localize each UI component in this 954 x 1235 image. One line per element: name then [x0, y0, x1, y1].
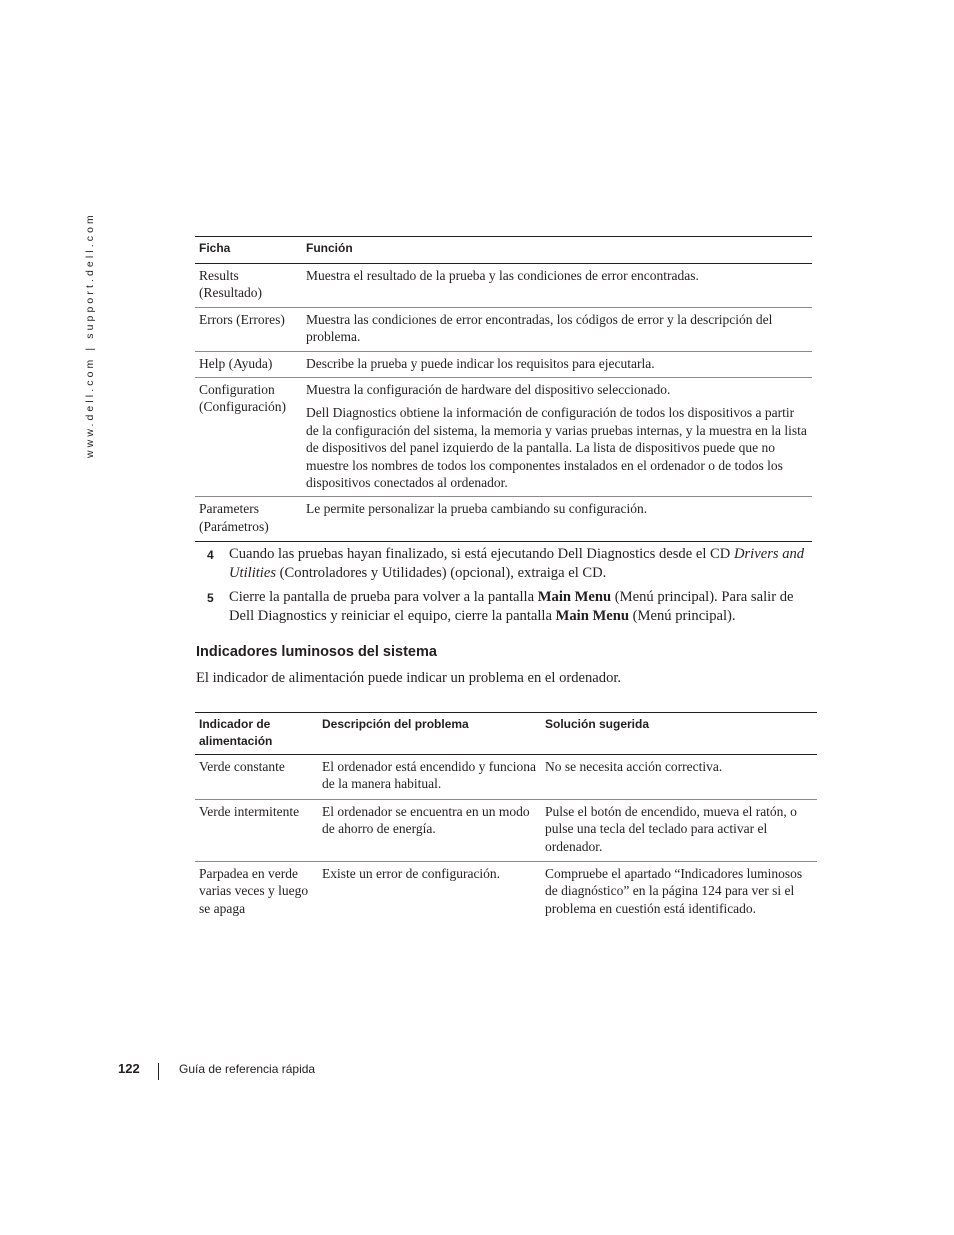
description-cell: El ordenador se encuentra en un modo de ahorro de energía.: [318, 799, 541, 861]
solution-cell: Compruebe el apartado “Indicadores luminosos de diagnóstico” en la página 124 para ver si el problema en cuestión está identificado.: [545, 866, 803, 916]
table-header-row: [195, 713, 817, 755]
function-cell: [302, 351, 812, 377]
indicator-cell: Verde intermitente: [195, 799, 318, 861]
table-row: [195, 378, 812, 497]
indicator-cell: Parpadea en verde varias veces y luego se apaga: [199, 866, 309, 916]
column-header-solution: Solución sugerida: [541, 713, 817, 755]
step-text-part: (Menú principal).: [628, 608, 736, 624]
step-number: 4: [207, 548, 214, 562]
table-header-row: [195, 237, 812, 264]
column-header-indicator: Indicador de alimentación: [195, 713, 318, 755]
step-text-part: Cuando las pruebas hayan finalizado, si está ejecutando Dell Diagnostics desde el CD: [229, 546, 734, 562]
tab-name-cell: Results (Resultado): [195, 264, 302, 308]
function-paragraph: Dell Diagnostics obtiene la información de configuración de todos los dispositivos a partir de la configuración del sistema, la memoria y varias pruebas internas, y la muestra en la lista de dispositivos del panel izquierdo de la pantalla. La lista de dispositivos puede que no muestre los nombres de todos los componentes instalados en el ordenador o de todos los dispositivos conectados al ordenador.: [306, 405, 807, 491]
guide-title: Guía de referencia rápida: [179, 1062, 316, 1076]
page-number: 122: [118, 1061, 140, 1076]
step-text-part: Drivers and Utilities: [229, 546, 805, 581]
function-paragraph: Le permite personalizar la prueba cambiando su configuración.: [306, 501, 648, 517]
step-text: [229, 588, 815, 626]
step-text-part: (Menú principal). Para salir de Dell Diagnostics y reiniciar el equipo, cierre la pantalla: [229, 589, 794, 624]
solution-cell: Pulse el botón de encendido, mueva el ratón, o pulse una tecla del teclado para activar el ordenador.: [541, 799, 817, 861]
power-indicator-table: [195, 712, 817, 923]
table-row: [195, 351, 812, 377]
tab-name-cell: Help (Ayuda): [195, 351, 302, 377]
function-cell: [302, 264, 812, 308]
intro-paragraph: El indicador de alimentación puede indicar un problema en el ordenador.: [196, 670, 622, 686]
column-header-description: Descripción del problema: [318, 713, 541, 755]
description-cell: El ordenador está encendido y funciona de la manera habitual.: [318, 755, 541, 800]
table-row: [195, 307, 812, 351]
description-cell: Existe un error de configuración.: [322, 866, 501, 882]
step-text-part: Main Menu: [537, 589, 612, 605]
table-row: [195, 755, 817, 800]
table-row: [195, 862, 817, 924]
step-4: [195, 545, 815, 583]
step-text: [229, 545, 815, 583]
section-title: Indicadores luminosos del sistema: [196, 644, 437, 660]
table-row: [195, 497, 812, 542]
function-paragraph: Muestra el resultado de la prueba y las condiciones de error encontradas.: [306, 268, 699, 283]
tab-name-cell: Configuration (Configuración): [195, 378, 302, 497]
function-paragraph: Describe la prueba y puede indicar los requisitos para ejecutarla.: [306, 355, 655, 371]
function-cell: [302, 378, 812, 497]
function-paragraph: Muestra la configuración de hardware del dispositivo seleccionado.: [306, 382, 671, 398]
step-text-part: Cierre la pantalla de prueba para volver a la pantalla: [229, 589, 538, 605]
table-body: [195, 264, 812, 542]
side-url: www.dell.com | support.dell.com: [84, 212, 96, 458]
column-header-function: Función: [302, 237, 812, 264]
table-row: [195, 799, 817, 861]
step-5: [195, 588, 815, 626]
step-text-part: Main Menu: [555, 608, 629, 624]
solution-cell: No se necesita acción correctiva.: [541, 755, 817, 800]
tab-name-cell: Errors (Errores): [195, 307, 302, 351]
function-cell: [302, 307, 812, 351]
indicator-cell: Verde constante: [195, 755, 318, 800]
step-number: 5: [207, 591, 214, 605]
step-text-part: (Controladores y Utilidades) (opcional), extraiga el CD.: [276, 565, 607, 581]
function-paragraph: Muestra las condiciones de error encontradas, los códigos de error y la descripción del problema.: [306, 311, 773, 345]
function-cell: [302, 497, 812, 542]
tab-name-cell: Parameters (Parámetros): [199, 501, 269, 534]
footer-divider: [158, 1063, 159, 1080]
table-body: [195, 755, 817, 924]
table-row: [195, 264, 812, 308]
tab-function-table: [195, 236, 812, 542]
column-header-tab: Ficha: [195, 237, 302, 264]
